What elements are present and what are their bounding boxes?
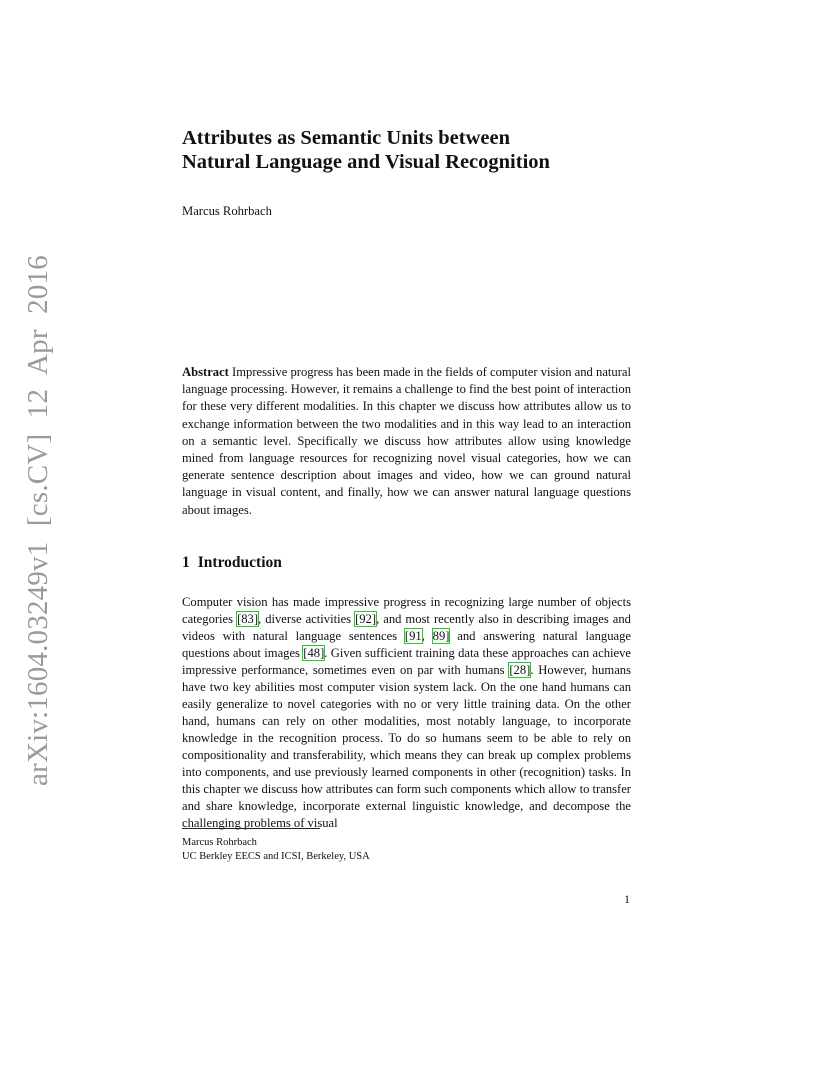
citation-link-83[interactable]: [83] xyxy=(237,612,259,626)
title-line-2: Natural Language and Visual Recognition xyxy=(182,151,550,173)
intro-text: and answering natural language questions about images xyxy=(182,629,632,660)
intro-text: . Given sufficient training data these approaches can achieve impressive performance, sometimes even on par with humans xyxy=(182,646,631,677)
abstract-text: Impressive progress has been made in the fields of computer vision and natural language processing. However, it remains a challenge to find the best point of interaction for these very different modalities. In this chapter we discuss how attributes allow us to exchange information between the two modalities and in this way lead to an interaction on a semantic level. Specifically we discuss how attributes allow using knowledge mined from language resources for recognizing novel visual categories, how we can generate sentence description about images and video, how we can ground natural language in visual content, and finally, how we can answer natural language questions about images. xyxy=(182,365,631,517)
citation-link-89[interactable]: 89] xyxy=(432,629,450,643)
intro-text: . However, humans have two key abilities most computer vision system lack. On the one hand humans can easily generalize to novel categories with no or very little training data. On the other hand, humans can rely on other modalities, most notably language, to incorporate knowledge in the recognition process. To do so humans seem to be able to rely on compositionality and transferability, which means they can break up complex problems into components, and use previously learned components in other (recognition) tasks. In this chapter we discuss how attributes can form such components which allow to transfer and share knowledge, incorporate external linguistic knowledge, and decompose the challenging problems of visual xyxy=(182,663,631,830)
author-name: Marcus Rohrbach xyxy=(182,204,272,218)
citation-link-91[interactable]: [91 xyxy=(404,629,422,643)
introduction-paragraph xyxy=(182,594,631,832)
author-footnote xyxy=(182,836,370,864)
paper-title xyxy=(182,126,550,174)
citation-link-48[interactable]: [48] xyxy=(303,646,325,660)
section-title: Introduction xyxy=(197,554,282,571)
footnote-affiliation: UC Berkley EECS and ICSI, Berkeley, USA xyxy=(182,851,370,862)
footnote-author: Marcus Rohrbach xyxy=(182,837,257,848)
citation-link-92[interactable]: [92] xyxy=(355,612,377,626)
title-line-1: Attributes as Semantic Units between xyxy=(182,127,510,149)
section-heading xyxy=(182,554,282,572)
intro-text: , and most recently also in describing images and videos with natural language sentences xyxy=(182,612,631,643)
citation-link-28[interactable]: [28] xyxy=(509,663,531,677)
section-number: 1 xyxy=(182,554,190,571)
intro-text: , diverse activities xyxy=(258,612,356,626)
footnote-divider xyxy=(182,828,320,829)
arxiv-side-stamp xyxy=(19,254,57,786)
abstract-label: Abstract xyxy=(182,365,229,379)
page-number: 1 xyxy=(624,892,630,906)
intro-text: , xyxy=(421,629,433,643)
arxiv-identifier: arXiv:1604.03249v1 [cs.CV] 12 Apr 2016 xyxy=(21,254,54,786)
intro-text: Computer vision has made impressive progress in recognizing large number of objects categories xyxy=(182,595,631,626)
abstract xyxy=(182,364,631,519)
